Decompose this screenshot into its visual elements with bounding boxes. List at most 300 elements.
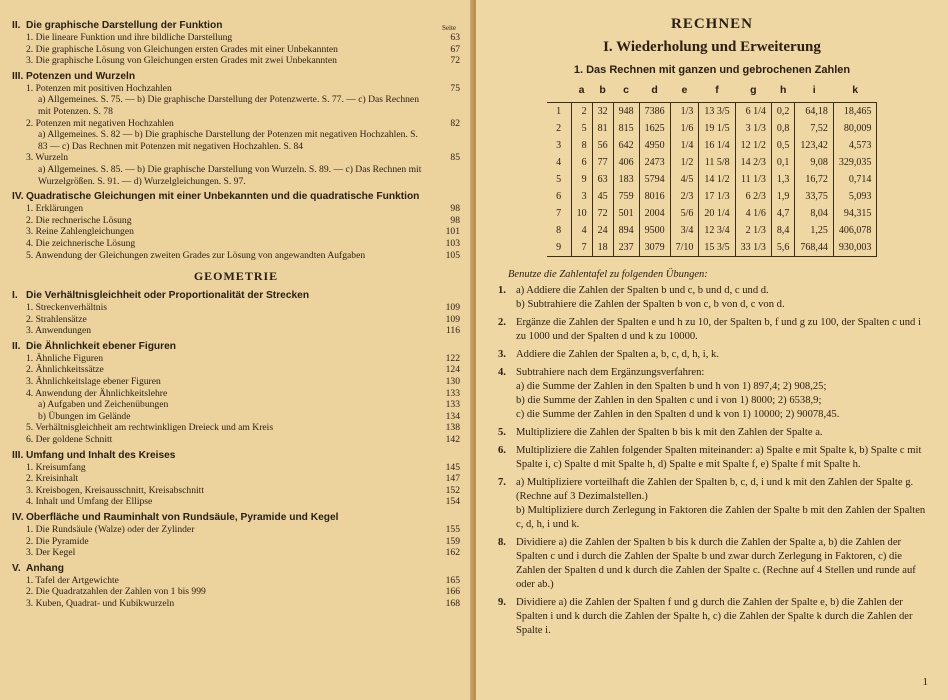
toc-entry-text: 2. Ähnlichkeitssätze: [26, 364, 104, 376]
toc-entry: [12, 422, 460, 434]
table-row: [547, 120, 877, 137]
toc-entry: [12, 434, 460, 446]
table-cell: 768,44: [795, 239, 834, 257]
table-cell: 8: [571, 137, 592, 154]
row-index: 2: [556, 123, 562, 134]
toc-entry: [12, 411, 460, 423]
toc-entry-text: 2. Die rechnerische Lösung: [26, 214, 132, 226]
row-index: 4: [556, 157, 562, 168]
exercise-line: c) die Summe der Zahlen in den Spalten d und k von 1) 10000; 2) 90078,45.: [516, 409, 840, 420]
table-cell: 9: [571, 171, 592, 188]
toc-entry-text: 2. Strahlensätze: [26, 313, 87, 325]
table-cell: 6 2/3: [735, 188, 771, 205]
toc-entry: [12, 164, 460, 187]
table-cell: 1/3: [670, 103, 699, 121]
exercise: [498, 596, 926, 638]
exercise-line: Multipliziere die Zahlen folgender Spalten miteinander: a) Spalte e mit Spalte k, b) Spalte c mit Spalte i, c) Spalte d mit Spalte h, d) Spalte e mit Spalte f, e) Spalte f mit Spalte h.: [516, 445, 922, 470]
toc-entry-text: 3. Anwendungen: [26, 325, 92, 337]
toc-page-number: 130: [445, 376, 460, 388]
table-cell: 4 1/6: [735, 205, 771, 222]
toc-page-number: 165: [445, 574, 460, 586]
toc-page-number: 124: [445, 364, 460, 376]
toc-section-number: II.: [12, 340, 21, 352]
toc-entry-text: a) Allgemeines. S. 75. — b) Die graphische Darstellung der Potenzwerte. S. 77. — c) Das Rechnen mit Potenzen. S. 78: [38, 94, 422, 117]
toc-entry-text: 2. Die Quadratzahlen der Zahlen von 1 bis 999: [26, 586, 206, 598]
table-cell: 11 1/3: [735, 171, 771, 188]
toc-page-number: 67: [450, 43, 460, 55]
toc-entry-text: 3. Die graphische Lösung von Gleichungen ersten Grades mit zwei Unbekannten: [26, 55, 337, 67]
table-cell: 183: [613, 171, 639, 188]
toc-section: [12, 191, 460, 261]
toc-section-number: III.: [12, 449, 24, 461]
exercise-list: [498, 284, 926, 638]
table-cell: 0,714: [833, 171, 877, 188]
page-number: 1: [922, 676, 928, 688]
table-cell: 0,8: [771, 120, 795, 137]
table-cell: 33 1/3: [735, 239, 771, 257]
exercise-line: Dividiere a) die Zahlen der Spalten f und g durch die Zahlen der Spalte e, b) die Zahlen der Spalten i und k durch die Zahlen der Spalte h, c) die Zahlen der Spalte k durch die Zahlen der Spalte i.: [516, 597, 913, 636]
table-cell: 930,003: [833, 239, 877, 257]
chapter-title: I. Wiederholung und Erweiterung: [603, 39, 821, 55]
toc-entry-text: 1. Potenzen mit positiven Hochzahlen: [26, 82, 172, 94]
table-cell: 5,093: [833, 188, 877, 205]
table-cell: 13 3/5: [699, 103, 735, 121]
toc-section-heading: [12, 71, 460, 83]
exercise-line: a) Addiere die Zahlen der Spalten b und c, b und d, c und d.: [516, 285, 769, 296]
toc-page-number: 72: [450, 55, 460, 67]
toc-page-number: 152: [445, 484, 460, 496]
column-header: e: [681, 84, 688, 96]
toc-page-number: 133: [445, 399, 460, 411]
table-cell: 406: [613, 154, 639, 171]
table-cell: 1/2: [670, 154, 699, 171]
table-cell: 14 1/2: [699, 171, 735, 188]
row-index: 9: [547, 239, 572, 257]
exercise-number: 7.: [498, 477, 506, 488]
exercise-number: 1.: [498, 285, 506, 296]
toc-geometrie: [12, 290, 460, 609]
toc-section: [12, 71, 460, 187]
exercise-number: 2.: [498, 317, 506, 328]
toc-page-number: 154: [445, 496, 460, 508]
table-cell: 2: [571, 103, 592, 121]
toc-page-number: 103: [445, 237, 460, 249]
table-cell: 12 1/2: [735, 137, 771, 154]
toc-section-number: III.: [12, 70, 24, 82]
exercise-line: Subtrahiere nach dem Ergänzungsverfahren:: [516, 367, 705, 378]
row-index: 6: [556, 191, 562, 202]
toc-section-heading: [12, 563, 460, 575]
exercise-line: Multipliziere die Zahlen der Spalten b bis k mit den Zahlen der Spalte a.: [516, 427, 823, 438]
table-cell: 894: [613, 222, 639, 239]
toc-page-number: 168: [445, 597, 460, 609]
table-cell: 10: [571, 205, 592, 222]
exercise-body: [516, 284, 926, 312]
table-cell: 17 1/3: [699, 188, 735, 205]
toc-entry-text: 3. Reine Zahlengleichungen: [26, 226, 134, 238]
toc-entry: [12, 364, 460, 376]
toc-section-title: Die Ähnlichkeit ebener Figuren: [26, 340, 177, 352]
toc-entry-text: 4. Anwendung der Ähnlichkeitslehre: [26, 387, 168, 399]
table-cell: 19 1/5: [699, 120, 735, 137]
table-cell: 5: [571, 120, 592, 137]
toc-section-heading: [12, 341, 460, 353]
toc-entry: [12, 547, 460, 559]
table-cell: 123,42: [795, 137, 834, 154]
exercise-intro: Benutze die Zahlentafel zu folgenden Übungen:: [508, 269, 708, 280]
table-cell: 77: [592, 154, 613, 171]
toc-page-number: [426, 129, 460, 152]
table-cell: 2 1/3: [735, 222, 771, 239]
exercise-number: 9.: [498, 597, 506, 608]
toc-entry-text: a) Allgemeines. S. 82 — b) Die graphische Darstellung der Potenzen mit negativen Hochzahlen. S. 83 — c) Das Rechnen mit Potenzen mit negativen Hochzahlen. S. 84: [38, 129, 421, 152]
toc-entry-text: a) Allgemeines. S. 85. — b) Die graphische Darstellung von Wurzeln. S. 89. — c) Das Rechnen mit Wurzelgrößen. S. 91. — d) Wurzelgleichungen. S. 97.: [38, 163, 424, 187]
exercise: [498, 348, 926, 362]
toc-page-number: 138: [445, 422, 460, 434]
table-cell: 9,08: [795, 154, 834, 171]
row-index: 7: [556, 208, 562, 219]
table-row: [547, 205, 877, 222]
table-cell: 94,315: [833, 205, 877, 222]
exercise-line: Addiere die Zahlen der Spalten a, b, c, d, h, i, k.: [516, 349, 719, 360]
toc-section-heading: [12, 20, 460, 32]
toc-entry-text: 1. Die lineare Funktion und ihre bildliche Darstellung: [26, 32, 233, 43]
exercise-number: 3.: [498, 349, 506, 360]
seite-label: Seite: [442, 24, 456, 32]
table-row: [547, 154, 877, 171]
exercise: [498, 444, 926, 472]
toc-page-number: 147: [445, 473, 460, 485]
toc-entry: [12, 129, 460, 152]
toc-entry: [12, 575, 460, 587]
table-cell: 3: [571, 188, 592, 205]
toc-entry: [12, 485, 460, 497]
toc-entry-text: 2. Die graphische Lösung von Gleichungen ersten Grades mit einer Unbekannten: [26, 43, 338, 55]
toc-entry: [12, 152, 460, 164]
exercise: [498, 536, 926, 592]
column-header: c: [623, 84, 629, 96]
toc-entry: [12, 586, 460, 598]
column-header: i: [812, 84, 816, 96]
toc-entry-text: 1. Streckenverhältnis: [26, 302, 107, 314]
toc-entry: [12, 32, 460, 44]
table-cell: 4950: [639, 137, 670, 154]
toc-entry: [12, 473, 460, 485]
toc-entry-text: 5. Verhältnisgleichheit am rechtwinkligen Dreieck und am Kreis: [26, 422, 274, 434]
table-cell: 4/5: [670, 171, 699, 188]
table-cell: 64,18: [795, 103, 834, 121]
table-cell: 5,6: [771, 239, 795, 257]
toc-section-title: Anhang: [26, 562, 64, 574]
toc-entry: [12, 524, 460, 536]
toc-entry: [12, 238, 460, 250]
table-row: [547, 222, 877, 239]
table-cell: 14 2/3: [735, 154, 771, 171]
toc-entry: [12, 376, 460, 388]
table-cell: 80,009: [833, 120, 877, 137]
toc-entry-text: 1. Die Rundsäule (Walze) oder der Zylinder: [26, 524, 195, 535]
toc-page-number: [426, 94, 460, 117]
toc-section: [12, 341, 460, 446]
table-cell: 4,573: [833, 137, 877, 154]
toc-entry: [12, 215, 460, 227]
toc-section-title: Potenzen und Wurzeln: [26, 70, 136, 82]
exercise-number: 5.: [498, 427, 506, 438]
table-cell: 406,078: [833, 222, 877, 239]
table-cell: 3079: [639, 239, 670, 257]
toc-entry: [12, 203, 460, 215]
column-header: d: [651, 84, 658, 96]
section-title: 1. Das Rechnen mit ganzen und gebrochenen Zahlen: [573, 64, 851, 76]
toc-entry-text: 1. Ähnliche Figuren: [26, 352, 104, 364]
table-cell: 33,75: [795, 188, 834, 205]
exercise-number: 4.: [498, 367, 506, 378]
exercise-number: 6.: [498, 445, 506, 456]
table-cell: 20 1/4: [699, 205, 735, 222]
table-cell: 18: [592, 239, 613, 257]
toc-page-number: 122: [445, 352, 460, 364]
toc-entry: [12, 302, 460, 314]
exercise-line: b) Subtrahiere die Zahlen der Spalten b von c, b von d, c von d.: [516, 299, 785, 310]
toc-page-number: 162: [445, 547, 460, 559]
toc-page-number: 133: [445, 387, 460, 399]
toc-entry: [12, 399, 460, 411]
toc-entry-text: 1. Erklärungen: [26, 203, 84, 215]
toc-page-number: 63: [450, 32, 460, 43]
toc-entry-text: b) Übungen im Gelände: [38, 410, 131, 422]
toc-entry-text: 1. Kreisumfang: [26, 461, 86, 473]
toc-section: [12, 20, 460, 67]
toc-section-number: I.: [12, 290, 18, 302]
toc-entry-text: 3. Wurzeln: [26, 152, 69, 164]
table-cell: 2473: [639, 154, 670, 171]
table-row: [547, 103, 877, 121]
table-cell: 5794: [639, 171, 670, 188]
toc-entry-text: 4. Inhalt und Umfang der Ellipse: [26, 496, 153, 508]
toc-entry-text: a) Aufgaben und Zeichenübungen: [38, 399, 169, 411]
exercise: [498, 366, 926, 422]
toc-page-number: 85: [450, 152, 460, 164]
table-cell: 16 1/4: [699, 137, 735, 154]
toc-page-number: 142: [445, 434, 460, 446]
toc-section-number: IV.: [12, 191, 24, 203]
table-cell: 948: [613, 103, 639, 121]
toc-section-title: Die graphische Darstellung der Funktion: [26, 20, 223, 31]
toc-page-number: 145: [445, 461, 460, 473]
table-cell: 642: [613, 137, 639, 154]
table-cell: 329,035: [833, 154, 877, 171]
toc-section: [12, 290, 460, 337]
table-cell: 32: [592, 103, 613, 121]
row-index: 3: [556, 140, 562, 151]
table-cell: 3/4: [670, 222, 699, 239]
toc-page-number: 159: [445, 535, 460, 547]
table-cell: 2/3: [670, 188, 699, 205]
table-corner: [547, 84, 572, 103]
table-cell: 0,1: [771, 154, 795, 171]
toc-section-title: Oberfläche und Rauminhalt von Rundsäule, Pyramide und Kegel: [26, 512, 339, 523]
table-cell: 501: [613, 205, 639, 222]
table-cell: 7: [571, 239, 592, 257]
toc-section-heading: [12, 450, 460, 462]
table-cell: 237: [613, 239, 639, 257]
number-table: [547, 84, 878, 257]
exercise-number: 8.: [498, 537, 506, 548]
table-cell: 5/6: [670, 205, 699, 222]
column-header: b: [599, 84, 606, 96]
table-cell: 4: [571, 222, 592, 239]
table-cell: 6 1/4: [735, 103, 771, 121]
toc-section: [12, 512, 460, 559]
table-cell: 7,52: [795, 120, 834, 137]
column-header: h: [779, 84, 787, 96]
table-cell: 6: [571, 154, 592, 171]
table-cell: 15 3/5: [699, 239, 735, 257]
toc-entry-text: 6. Der goldene Schnitt: [26, 434, 113, 446]
table-cell: 8016: [639, 188, 670, 205]
toc-page-number: 82: [450, 117, 460, 129]
table-cell: 4,7: [771, 205, 795, 222]
toc-entry: [12, 94, 460, 117]
table-cell: 2004: [639, 205, 670, 222]
toc-entry: [12, 314, 460, 326]
exercise: [498, 316, 926, 344]
toc-entry-text: 3. Kuben, Quadrat- und Kubikwurzeln: [26, 597, 175, 609]
exercise-body: [516, 476, 926, 532]
geometrie-heading: GEOMETRIE: [193, 269, 279, 284]
exercise-line: b) Multipliziere durch Zerlegung in Faktoren die Zahlen der Spalte b mit den Zahlen der Spalten c, d, h, i und k.: [516, 505, 926, 530]
table-cell: 81: [592, 120, 613, 137]
table-cell: 759: [613, 188, 639, 205]
toc-section-number: IV.: [12, 512, 24, 523]
table-row: [547, 239, 877, 257]
toc-entry: [12, 598, 460, 610]
toc-entry-text: 2. Potenzen mit negativen Hochzahlen: [26, 117, 174, 129]
column-header: a: [578, 84, 585, 96]
table-cell: 1625: [639, 120, 670, 137]
table-cell: 0,5: [771, 137, 795, 154]
toc-page-number: 166: [445, 586, 460, 598]
row-index: 8: [556, 225, 562, 236]
toc-entry-text: 3. Ähnlichkeitslage ebener Figuren: [26, 376, 161, 388]
table-cell: 1,25: [795, 222, 834, 239]
toc-entry: [12, 353, 460, 365]
row-index: 5: [556, 174, 562, 185]
table-cell: 56: [592, 137, 613, 154]
column-header: g: [750, 84, 757, 96]
table-row: [547, 171, 877, 188]
toc-section: [12, 450, 460, 508]
toc-entry-text: 1. Tafel der Artgewichte: [26, 574, 119, 586]
toc-page-number: 109: [445, 313, 460, 325]
toc-section-heading: [12, 290, 460, 302]
exercise: [498, 476, 926, 532]
exercise-line: Ergänze die Zahlen der Spalten e und h zu 10, der Spalten b, f und g zu 100, der Spalten c und i zu 1000 und der Spalten d und k zu 10000.: [516, 317, 921, 342]
exercise-body: [516, 426, 926, 440]
exercise-body: [516, 316, 926, 344]
table-cell: 11 5/8: [699, 154, 735, 171]
table-cell: 72: [592, 205, 613, 222]
table-cell: 3 1/3: [735, 120, 771, 137]
toc-entry: [12, 462, 460, 474]
exercise-body: [516, 366, 926, 422]
column-header: f: [715, 84, 719, 96]
toc-entry-text: 3. Der Kegel: [26, 547, 76, 559]
toc-page-number: 98: [450, 203, 460, 215]
toc-section-title: Umfang und Inhalt des Kreises: [26, 449, 176, 461]
exercise-body: [516, 444, 926, 472]
toc-algebra: [12, 20, 460, 261]
toc-page-number: 109: [445, 302, 460, 314]
table-cell: 1/4: [670, 137, 699, 154]
table-row: [547, 188, 877, 205]
exercise: [498, 284, 926, 312]
exercise-line: a) Multipliziere vorteilhaft die Zahlen der Spalten b, c, d, i und k mit den Zahlen der Spalte g. (Rechne auf 3 Dezimalstellen.): [516, 477, 914, 502]
toc-entry: [12, 118, 460, 130]
row-index: 1: [547, 103, 572, 121]
toc-entry: [12, 83, 460, 95]
table-cell: 8,4: [771, 222, 795, 239]
toc-page-number: 155: [445, 524, 460, 535]
table-cell: 1,3: [771, 171, 795, 188]
table-cell: 7386: [639, 103, 670, 121]
exercise-body: [516, 596, 926, 638]
toc-entry: [12, 44, 460, 56]
table-cell: 63: [592, 171, 613, 188]
exercise-line: a) die Summe der Zahlen in den Spalten b und h von 1) 897,4; 2) 908,25;: [516, 381, 827, 392]
toc-section: [12, 563, 460, 610]
exercise-line: Dividiere a) die Zahlen der Spalten b bis k durch die Zahlen der Spalte a, b) die Zahlen der Spalten c und i durch die Zahlen der Spalte b und zwar durch Zerlegung in Faktoren, c) die Zahlen der Spalten d und k durch die Zahlen der Spalte c. (Rechne auf 4 Stellen und runde auf oder ab.): [516, 537, 916, 590]
table-cell: 815: [613, 120, 639, 137]
toc-section-title: Quadratische Gleichungen mit einer Unbekannten und die quadratische Funktion: [26, 191, 420, 203]
toc-page-number: 116: [445, 325, 460, 337]
toc-entry-text: 2. Kreisinhalt: [26, 473, 79, 485]
toc-page-number: [426, 164, 460, 187]
toc-entry-text: 2. Die Pyramide: [26, 535, 89, 547]
toc-entry-text: 5. Anwendung der Gleichungen zweiten Grades zur Lösung von angewandten Aufgaben: [26, 249, 366, 261]
table-cell: 0,2: [771, 103, 795, 121]
exercise-body: [516, 536, 926, 592]
table-cell: 7/10: [670, 239, 699, 257]
table-cell: 1,9: [771, 188, 795, 205]
exercise: [498, 426, 926, 440]
right-page: [476, 0, 948, 700]
table-cell: 8,04: [795, 205, 834, 222]
toc-page-number: 105: [445, 249, 460, 261]
table-cell: 45: [592, 188, 613, 205]
toc-section-number: II.: [12, 20, 21, 31]
toc-entry: [12, 250, 460, 262]
table-cell: 16,72: [795, 171, 834, 188]
table-row: [547, 137, 877, 154]
toc-entry: [12, 536, 460, 548]
column-header: k: [852, 84, 859, 96]
toc-page-number: 98: [450, 214, 460, 226]
page-title: RECHNEN: [670, 16, 753, 32]
toc-section-number: V.: [12, 562, 21, 574]
table-cell: 24: [592, 222, 613, 239]
table-cell: 12 3/4: [699, 222, 735, 239]
toc-section-heading: [12, 191, 460, 203]
toc-entry-text: 3. Kreisbogen, Kreisausschnitt, Kreisabschnitt: [26, 484, 204, 496]
toc-section-heading: [12, 512, 460, 524]
table-cell: 9500: [639, 222, 670, 239]
table-cell: 18,465: [833, 103, 877, 121]
exercise-line: b) die Summe der Zahlen in den Spalten c und i von 1) 8000; 2) 6538,9;: [516, 395, 822, 406]
toc-entry: [12, 496, 460, 508]
table-cell: 1/6: [670, 120, 699, 137]
toc-entry: [12, 388, 460, 400]
